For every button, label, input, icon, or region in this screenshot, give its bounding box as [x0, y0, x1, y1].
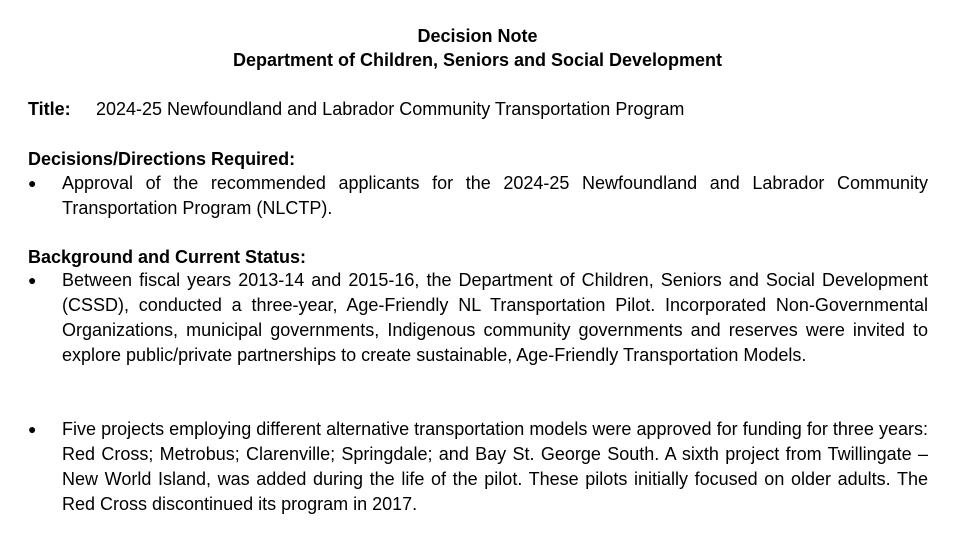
background-bullet-item	[28, 268, 928, 368]
background-heading: Background and Current Status:	[28, 247, 307, 267]
bullet-icon: ●	[28, 421, 37, 437]
background-bullet-item	[28, 417, 928, 517]
document-title: Decision Note	[417, 26, 538, 46]
bullet-icon: ●	[28, 272, 37, 288]
decisions-bullet-text: Approval of the recommended applicants for the 2024-25 Newfoundland and Labrador Community Transportation Program (NLCTP).	[62, 173, 928, 218]
note-title-label: Title:	[28, 99, 71, 119]
bullet-icon: ●	[28, 175, 37, 191]
note-title-value: 2024-25 Newfoundland and Labrador Community Transportation Program	[96, 99, 685, 119]
background-bullet-text: Between fiscal years 2013-14 and 2015-16, the Department of Children, Seniors and Social Development (CSSD), conducted a three-year, Age-Friendly NL Transportation Pilot. Incorporated Non-Governmental Organizations, municipal governments, Indigenous community governments and reserves were invited to explore public/private partnerships to create sustainable, Age-Friendly Transportation Models.	[62, 270, 928, 365]
background-bullet-text: Five projects employing different alternative transportation models were approved for funding for three years: Red Cross; Metrobus; Clarenville; Springdale; and Bay St. George South. A sixth project from Twillingate – New World Island, was added during the life of the pilot. These pilots initially focused on older adults. The Red Cross discontinued its program in 2017.	[62, 419, 928, 514]
decisions-heading: Decisions/Directions Required:	[28, 149, 296, 169]
note-title-row	[28, 98, 684, 120]
department-name: Department of Children, Seniors and Social Development	[232, 50, 723, 70]
decisions-bullet-item	[28, 171, 928, 221]
